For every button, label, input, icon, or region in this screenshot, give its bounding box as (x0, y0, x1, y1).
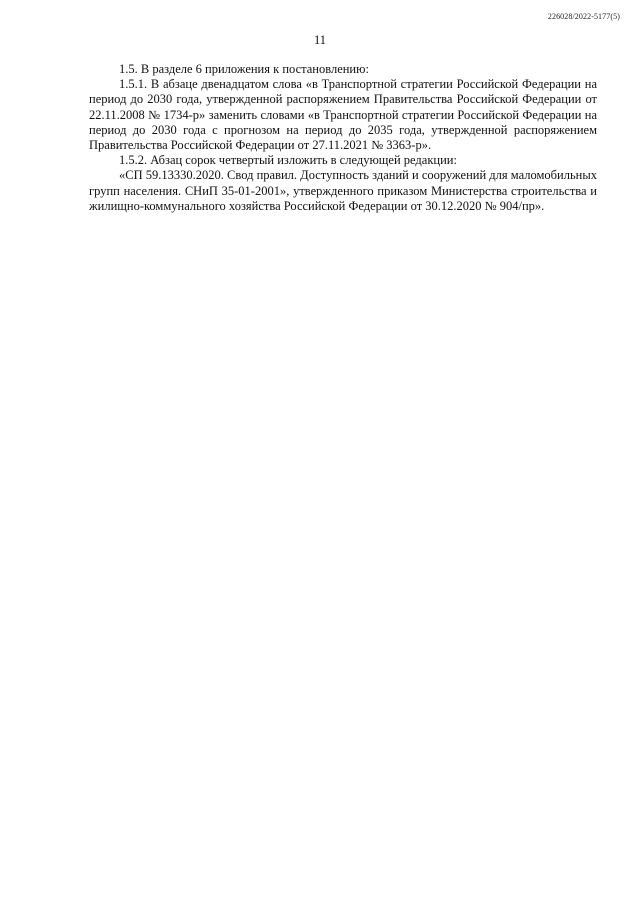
page-number: 11 (313, 33, 327, 47)
document-body (89, 62, 597, 214)
paragraph-item-1-5-1: 1.5.1. В абзаце двенадцатом слова «в Транспортной стратегии Российской Федерации на период до 2030 года, утвержденной распоряжением Правительства Российской Федерации от 22.11.2008 № 1734-р» заменить словами «в Транспортной стратегии Российской Федерации на период до 2030 года с прогнозом на период до 2035 года, утвержденной распоряжением Правительства Российской Федерации от 27.11.2021 № 3363-р». (89, 77, 597, 153)
paragraph-new-wording: «СП 59.13330.2020. Свод правил. Доступность зданий и сооружений для маломобильных групп населения. СНиП 35-01-2001», утвержденного приказом Министерства строительства и жилищно-коммунального хозяйства Российской Федерации от 30.12.2020 № 904/пр». (89, 168, 597, 213)
document-registration-number: 226028/2022-5177(5) (547, 12, 620, 21)
paragraph-section-1-5: 1.5. В разделе 6 приложения к постановлению: (119, 62, 369, 76)
paragraph-item-1-5-2: 1.5.2. Абзац сорок четвертый изложить в следующей редакции: (119, 153, 457, 168)
